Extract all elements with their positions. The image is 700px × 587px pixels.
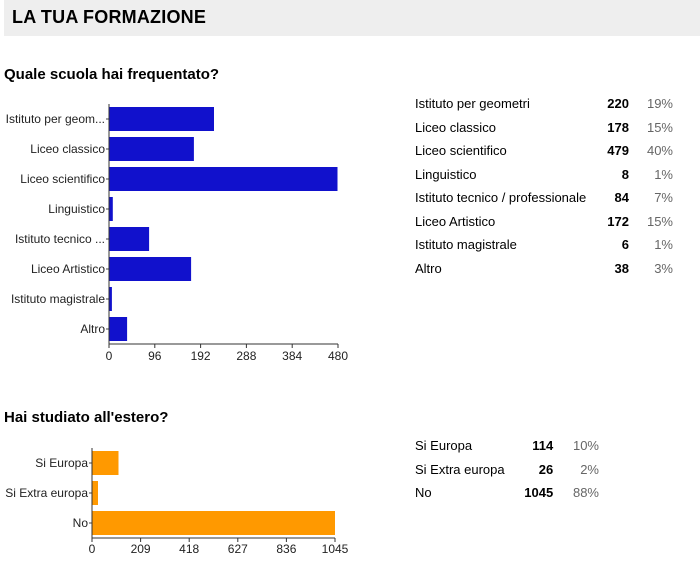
category-label: Liceo classico bbox=[30, 142, 105, 156]
x-tick-label: 0 bbox=[88, 542, 96, 556]
question-title-school: Quale scuola hai frequentato? bbox=[4, 66, 220, 83]
summary-percent: 7% bbox=[654, 190, 673, 206]
summary-label: Altro bbox=[415, 260, 442, 276]
summary-label: Si Extra europa bbox=[415, 461, 505, 477]
category-label: Liceo Artistico bbox=[30, 262, 105, 276]
summary-row bbox=[415, 186, 673, 210]
abroad-summary-table bbox=[415, 434, 599, 505]
summary-count: 1045 bbox=[524, 485, 554, 501]
category-label: Altro bbox=[80, 322, 105, 336]
summary-label: Liceo scientifico bbox=[415, 143, 507, 159]
summary-count: 178 bbox=[607, 119, 629, 135]
x-tick-label: 418 bbox=[179, 542, 200, 556]
x-tick-label: 1045 bbox=[321, 542, 349, 556]
summary-percent: 1% bbox=[654, 166, 673, 182]
category-label: Liceo scientifico bbox=[20, 172, 105, 186]
summary-count: 84 bbox=[614, 190, 629, 206]
x-tick-label: 627 bbox=[227, 542, 248, 556]
summary-percent: 10% bbox=[572, 438, 599, 454]
summary-label: No bbox=[415, 485, 432, 501]
section-title: LA TUA FORMAZIONE bbox=[12, 7, 207, 27]
category-label: Si Extra europa bbox=[5, 486, 88, 500]
summary-count: 114 bbox=[532, 438, 554, 454]
bar bbox=[109, 107, 214, 131]
x-tick-label: 192 bbox=[190, 349, 211, 363]
x-tick-label: 0 bbox=[105, 349, 113, 363]
category-label: Istituto tecnico ... bbox=[14, 232, 105, 246]
summary-row bbox=[415, 233, 673, 257]
category-label: Si Europa bbox=[35, 456, 88, 470]
category-label: No bbox=[72, 516, 88, 530]
summary-percent: 15% bbox=[646, 213, 673, 229]
summary-percent: 88% bbox=[572, 485, 599, 501]
summary-count: 26 bbox=[538, 461, 554, 477]
bar bbox=[109, 317, 127, 341]
summary-percent: 1% bbox=[654, 237, 673, 253]
x-tick-label: 209 bbox=[130, 542, 151, 556]
summary-count: 38 bbox=[614, 260, 629, 276]
summary-label: Liceo classico bbox=[415, 119, 496, 135]
summary-row bbox=[415, 139, 673, 163]
summary-label: Si Europa bbox=[415, 438, 473, 454]
summary-percent: 3% bbox=[654, 260, 673, 276]
summary-percent: 15% bbox=[646, 119, 673, 135]
abroad-bar-chart bbox=[0, 443, 360, 563]
summary-percent: 40% bbox=[646, 143, 673, 159]
x-tick-label: 384 bbox=[282, 349, 303, 363]
summary-label: Istituto tecnico / professionale bbox=[415, 190, 587, 206]
summary-count: 6 bbox=[621, 237, 629, 253]
summary-count: 479 bbox=[607, 143, 629, 159]
summary-count: 172 bbox=[607, 213, 629, 229]
school-bar-chart bbox=[0, 98, 360, 370]
bar bbox=[109, 167, 338, 191]
summary-percent: 19% bbox=[646, 96, 673, 112]
summary-label: Linguistico bbox=[415, 166, 477, 182]
summary-row bbox=[415, 116, 673, 140]
summary-count: 8 bbox=[621, 166, 629, 182]
category-label: Istituto per geom... bbox=[5, 112, 105, 126]
x-tick-label: 288 bbox=[236, 349, 257, 363]
bar bbox=[92, 451, 119, 475]
category-label: Linguistico bbox=[48, 202, 105, 216]
summary-label: Istituto magistrale bbox=[415, 237, 517, 253]
category-label: Istituto magistrale bbox=[10, 292, 105, 306]
bar bbox=[92, 481, 98, 505]
bar bbox=[109, 197, 113, 221]
summary-row bbox=[415, 257, 673, 281]
school-summary-table bbox=[415, 92, 673, 280]
bar bbox=[109, 227, 149, 251]
summary-label: Istituto per geometri bbox=[415, 96, 530, 112]
summary-count: 220 bbox=[607, 96, 629, 112]
summary-percent: 2% bbox=[580, 461, 599, 477]
summary-label: Liceo Artistico bbox=[415, 213, 496, 229]
bar bbox=[109, 257, 191, 281]
x-tick-label: 96 bbox=[148, 349, 162, 363]
summary-row bbox=[415, 481, 599, 505]
bar bbox=[92, 511, 335, 535]
summary-row bbox=[415, 163, 673, 187]
x-tick-label: 480 bbox=[327, 349, 349, 363]
summary-row bbox=[415, 434, 599, 458]
question-title-abroad: Hai studiato all'estero? bbox=[4, 409, 169, 426]
summary-row bbox=[415, 458, 599, 482]
summary-row bbox=[415, 210, 673, 234]
summary-row bbox=[415, 92, 673, 116]
x-tick-label: 836 bbox=[276, 542, 297, 556]
bar bbox=[109, 137, 194, 161]
section-header bbox=[4, 0, 700, 36]
